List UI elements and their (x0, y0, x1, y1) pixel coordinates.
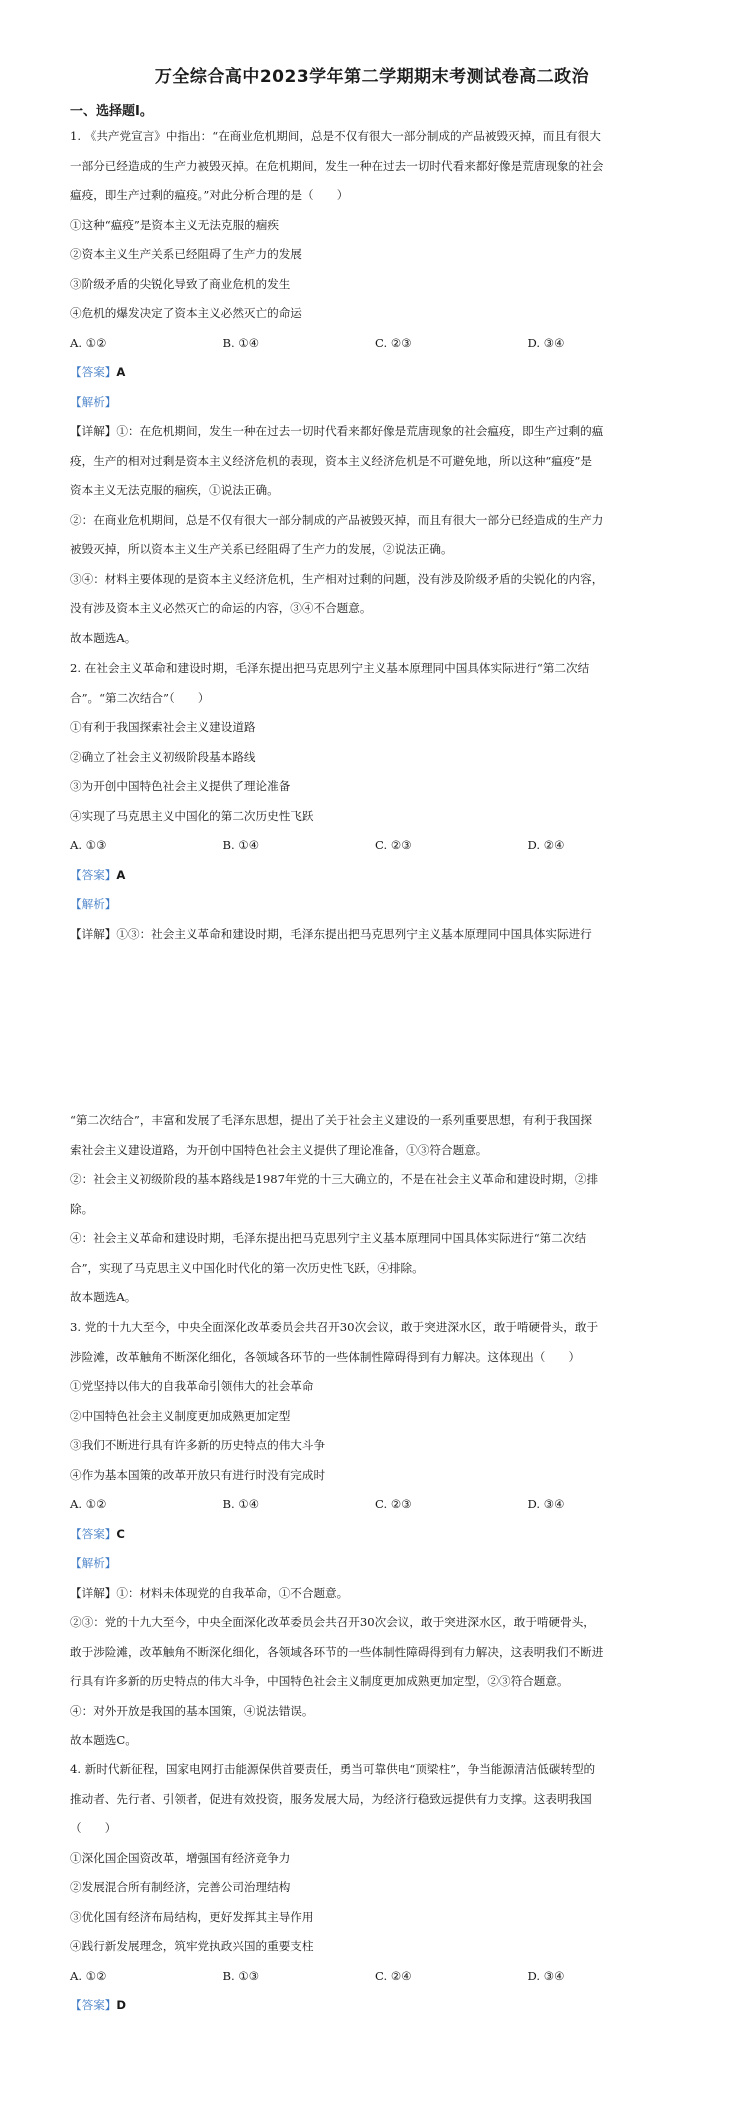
detail-line: 索社会主义建设道路，为开创中国特色社会主义提供了理论准备，①③符合题意。 (70, 1142, 488, 1157)
analysis-label: 【解析】 (70, 897, 117, 911)
option-d: D. ③④ (527, 1497, 565, 1511)
detail-line: ③④：材料主要体现的是资本主义经济危机，生产相对过剩的问题，没有涉及阶级矛盾的尖锐化的内容， (70, 571, 604, 586)
question-1 (70, 122, 680, 653)
statement-item: ②确立了社会主义初级阶段基本路线 (70, 749, 256, 764)
analysis-label: 【解析】 (70, 394, 117, 409)
question-stem: 涉险滩，改革触角不断深化细化，各领域各环节的一些体制性障碍得到有力解决。这体现出（ ） (70, 1349, 581, 1364)
section-heading: 一、选择题I。 (70, 104, 153, 119)
question-2-continued (70, 1106, 680, 1313)
detail-line: 资本主义无法克服的痼疾，①说法正确。 (70, 483, 279, 497)
question-stem: 3. 党的十九大至今，中央全面深化改革委员会共召开30次会议，敢于突进深水区，敢于啃硬骨头，敢于 (70, 1320, 599, 1334)
options-row (70, 831, 680, 861)
answer-line (70, 358, 680, 388)
analysis-label: 【解析】 (70, 1556, 117, 1570)
detail-line: ②：社会主义初级阶段的基本路线是1987年党的十三大确立的，不是在社会主义革命和建设时期，②排 (70, 1172, 599, 1186)
option-d: D. ②④ (527, 838, 565, 852)
detail-line: 除。 (70, 1201, 94, 1216)
detail-line: 行具有许多新的历史特点的伟大斗争，中国特色社会主义制度更加成熟更加定型，②③符合题意。 (70, 1674, 569, 1688)
question-stem: 1. 《共产党宣言》中指出：“在商业危机期间，总是不仅有很大一部分制成的产品被毁灭掉，而且有很大 (70, 129, 601, 143)
answer-line (70, 1991, 680, 2021)
statement-item: ①这种“瘟疫”是资本主义无法克服的痼疾 (70, 217, 279, 232)
answer-value: D (116, 1998, 127, 2012)
option-c: C. ②③ (375, 838, 412, 852)
statement-item: ③阶级矛盾的尖锐化导致了商业危机的发生 (70, 276, 291, 291)
question-stem: 瘟疫，即生产过剩的瘟疫。”对此分析合理的是（ ） (70, 188, 349, 202)
answer-value: C (116, 1526, 125, 1541)
answer-label: 【答案】 (70, 365, 117, 379)
detail-line: “第二次结合”，丰富和发展了毛泽东思想，提出了关于社会主义建设的一系列重要思想，有利于我国探 (70, 1113, 592, 1127)
answer-label: 【答案】 (70, 1526, 117, 1541)
question-stem: 合”。“第二次结合”（ ） (70, 690, 210, 705)
options-row (70, 329, 680, 359)
statement-item: ②资本主义生产关系已经阻碍了生产力的发展 (70, 247, 302, 261)
question-stem: （ ） (70, 1821, 117, 1835)
statement-item: ①深化国企国资改革，增强国有经济竞争力 (70, 1850, 291, 1865)
option-c: C. ②④ (375, 1968, 412, 1983)
detail-line: 疫，生产的相对过剩是资本主义经济危机的表现，资本主义经济危机是不可避免地，所以这种“瘟疫”是 (70, 453, 592, 468)
detail-line: 被毁灭掉，所以资本主义生产关系已经阻碍了生产力的发展，②说法正确。 (70, 542, 453, 556)
options-row (70, 1490, 680, 1520)
option-a: A. ①② (70, 1497, 107, 1511)
question-stem: 4. 新时代新征程，国家电网打击能源保供首要责任，勇当可靠供电“顶梁柱”，争当能源清洁低碳转型的 (70, 1762, 596, 1776)
statement-item: ②中国特色社会主义制度更加成熟更加定型 (70, 1408, 291, 1423)
detail-line: 合”，实现了马克思主义中国化时代化的第一次历史性飞跃，④排除。 (70, 1260, 424, 1275)
answer-line (70, 861, 680, 891)
option-b: B. ①④ (222, 335, 260, 350)
detail-line: 故本题选A。 (70, 630, 137, 645)
statement-item: ④践行新发展理念，筑牢党执政兴国的重要支柱 (70, 1939, 314, 1953)
question-4 (70, 1755, 680, 2021)
statement-item: ②发展混合所有制经济，完善公司治理结构 (70, 1880, 291, 1894)
question-stem: 推动者、先行者、引领者，促进有效投资，服务发展大局，为经济行稳致远提供有力支撑。这表明我国 (70, 1791, 592, 1806)
statement-item: ③优化国有经济布局结构，更好发挥其主导作用 (70, 1909, 314, 1924)
page-title: 万全综合高中2023学年第二学期期末考测试卷高二政治 (154, 67, 590, 87)
option-b: B. ①③ (222, 1968, 260, 1983)
option-c: C. ②③ (375, 335, 412, 350)
options-row (70, 1962, 680, 1992)
detail-line: 没有涉及资本主义必然灭亡的命运的内容，③④不合题意。 (70, 601, 372, 615)
detail-line: ④：社会主义革命和建设时期，毛泽东提出把马克思列宁主义基本原理同中国具体实际进行“第二次结 (70, 1231, 587, 1245)
question-2 (70, 654, 680, 949)
option-a: A. ①② (70, 335, 107, 350)
detail-line: 故本题选A。 (70, 1290, 137, 1304)
detail-line: 敢于涉险滩，改革触角不断深化细化，各领域各环节的一些体制性障碍得到有力解决，这表明我们不断进 (70, 1644, 604, 1659)
option-a: A. ①② (70, 1968, 107, 1983)
statement-item: ③我们不断进行具有许多新的历史特点的伟大斗争 (70, 1438, 326, 1452)
detail-line: ②：在商业危机期间，总是不仅有很大一部分制成的产品被毁灭掉，而且有很大一部分已经造成的生产力 (70, 512, 604, 527)
detail-line: 故本题选C。 (70, 1733, 137, 1747)
question-stem: 2. 在社会主义革命和建设时期，毛泽东提出把马克思列宁主义基本原理同中国具体实际进行“第二次结 (70, 661, 590, 675)
option-d: D. ③④ (527, 1968, 565, 1983)
question-3 (70, 1313, 680, 1756)
statement-item: ①有利于我国探索社会主义建设道路 (70, 720, 256, 734)
option-c: C. ②③ (375, 1497, 412, 1511)
detail-line: 【详解】①：在危机期间，发生一种在过去一切时代看来都好像是荒唐现象的社会瘟疫，即生产过剩的瘟 (70, 424, 604, 438)
answer-value: A (116, 867, 126, 882)
detail-line: 【详解】①③：社会主义革命和建设时期，毛泽东提出把马克思列宁主义基本原理同中国具体实际进行 (70, 926, 592, 941)
answer-line (70, 1520, 680, 1550)
statement-item: ①党坚持以伟大的自我革命引领伟大的社会革命 (70, 1379, 314, 1393)
statement-item: ④实现了马克思主义中国化的第二次历史性飞跃 (70, 808, 314, 823)
option-d: D. ③④ (527, 335, 565, 350)
answer-value: A (116, 365, 126, 379)
option-b: B. ①④ (222, 838, 260, 852)
option-a: A. ①③ (70, 838, 107, 852)
detail-line: ②③：党的十九大至今，中央全面深化改革委员会共召开30次会议，敢于突进深水区，敢于啃硬骨头， (70, 1615, 595, 1629)
answer-label: 【答案】 (70, 867, 117, 882)
answer-label: 【答案】 (70, 1998, 117, 2012)
statement-item: ④危机的爆发决定了资本主义必然灭亡的命运 (70, 306, 302, 320)
detail-line: 【详解】①：材料未体现党的自我革命，①不合题意。 (70, 1585, 349, 1600)
statement-item: ③为开创中国特色社会主义提供了理论准备 (70, 779, 291, 793)
option-b: B. ①④ (222, 1497, 260, 1511)
detail-line: ④：对外开放是我国的基本国策，④说法错误。 (70, 1703, 314, 1718)
question-stem: 一部分已经造成的生产力被毁灭掉。在危机期间，发生一种在过去一切时代看来都好像是荒唐现象的社会 (70, 158, 604, 173)
statement-item: ④作为基本国策的改革开放只有进行时没有完成时 (70, 1467, 326, 1482)
